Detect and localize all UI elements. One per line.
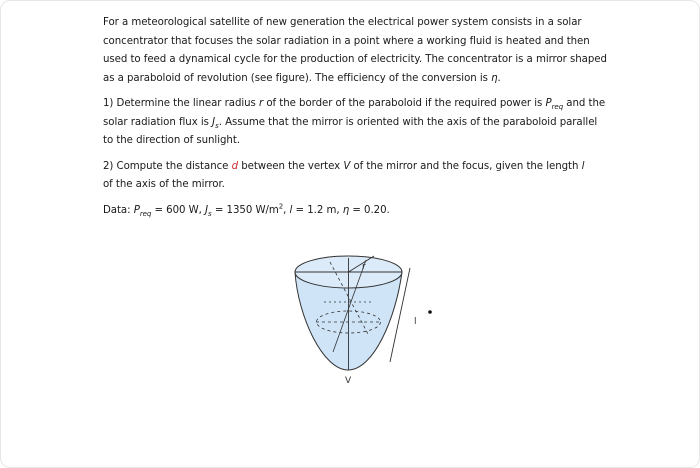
intro-period: . — [497, 72, 501, 84]
data-label: Data: — [103, 204, 131, 216]
data-preq-symbol: $P_{req}$ — [133, 204, 152, 218]
q2-d-symbol: d — [231, 160, 238, 172]
v-label: V — [345, 376, 352, 386]
eta-symbol: η — [491, 72, 498, 84]
data-eta-value: = 0.20. — [352, 204, 390, 216]
focus-point — [428, 310, 432, 314]
question-2 — [103, 158, 608, 195]
l-label: l — [414, 317, 417, 327]
data-j-value: = 1350 W/m — [214, 204, 279, 216]
q2-text-b: between the vertex — [241, 160, 341, 172]
q2-text-e: of the axis of the mirror. — [103, 179, 225, 190]
q1-text-a: 1) Determine the linear radius — [103, 98, 256, 109]
paraboloid-svg — [278, 242, 448, 397]
data-p-value: = 600 W, — [154, 204, 202, 216]
intro-paragraph — [103, 14, 608, 88]
data-l-value: = 1.2 m, — [295, 204, 340, 216]
data-js-symbol: $J_s$ — [205, 204, 212, 218]
question-1 — [103, 95, 608, 151]
data-separator: , — [283, 204, 287, 216]
data-line — [103, 202, 608, 221]
intro-text: For a meteorological satellite of new generation the electrical power system consists in a solar concentrator that focuses the solar radiation in a point where a working fluid is heated and then used to feed a dynamical cycle for the production of electricity. The concentrator is a mirror shaped as a paraboloid of revolution (see figure). The efficiency of the conversion is — [103, 17, 607, 84]
q1-r-symbol: r — [259, 98, 264, 109]
q1-preq-symbol: $P_{req}$ — [545, 98, 564, 112]
q1-text-c: and the solar radiation flux is — [103, 98, 606, 128]
q1-text-d: . Assume that the mirror is oriented with the axis of the paraboloid parallel to the direction of sunlight. — [103, 116, 598, 146]
q2-v-symbol: V — [343, 160, 351, 172]
q2-text-c: of the mirror and the focus, given the length — [353, 160, 579, 172]
paraboloid-figure — [278, 242, 448, 397]
problem-text — [103, 14, 608, 227]
q1-js-symbol: $J_s$ — [212, 116, 219, 130]
data-eta-symbol: η — [342, 204, 350, 216]
q2-text-a: 2) Compute the distance — [103, 160, 229, 172]
data-l-symbol: l — [289, 204, 293, 216]
q1-text-b: of the border of the paraboloid if the required power is — [266, 98, 543, 109]
q2-l-symbol: l — [581, 160, 585, 172]
data-j-exponent: 2 — [278, 202, 284, 211]
r-label: r — [362, 262, 366, 272]
